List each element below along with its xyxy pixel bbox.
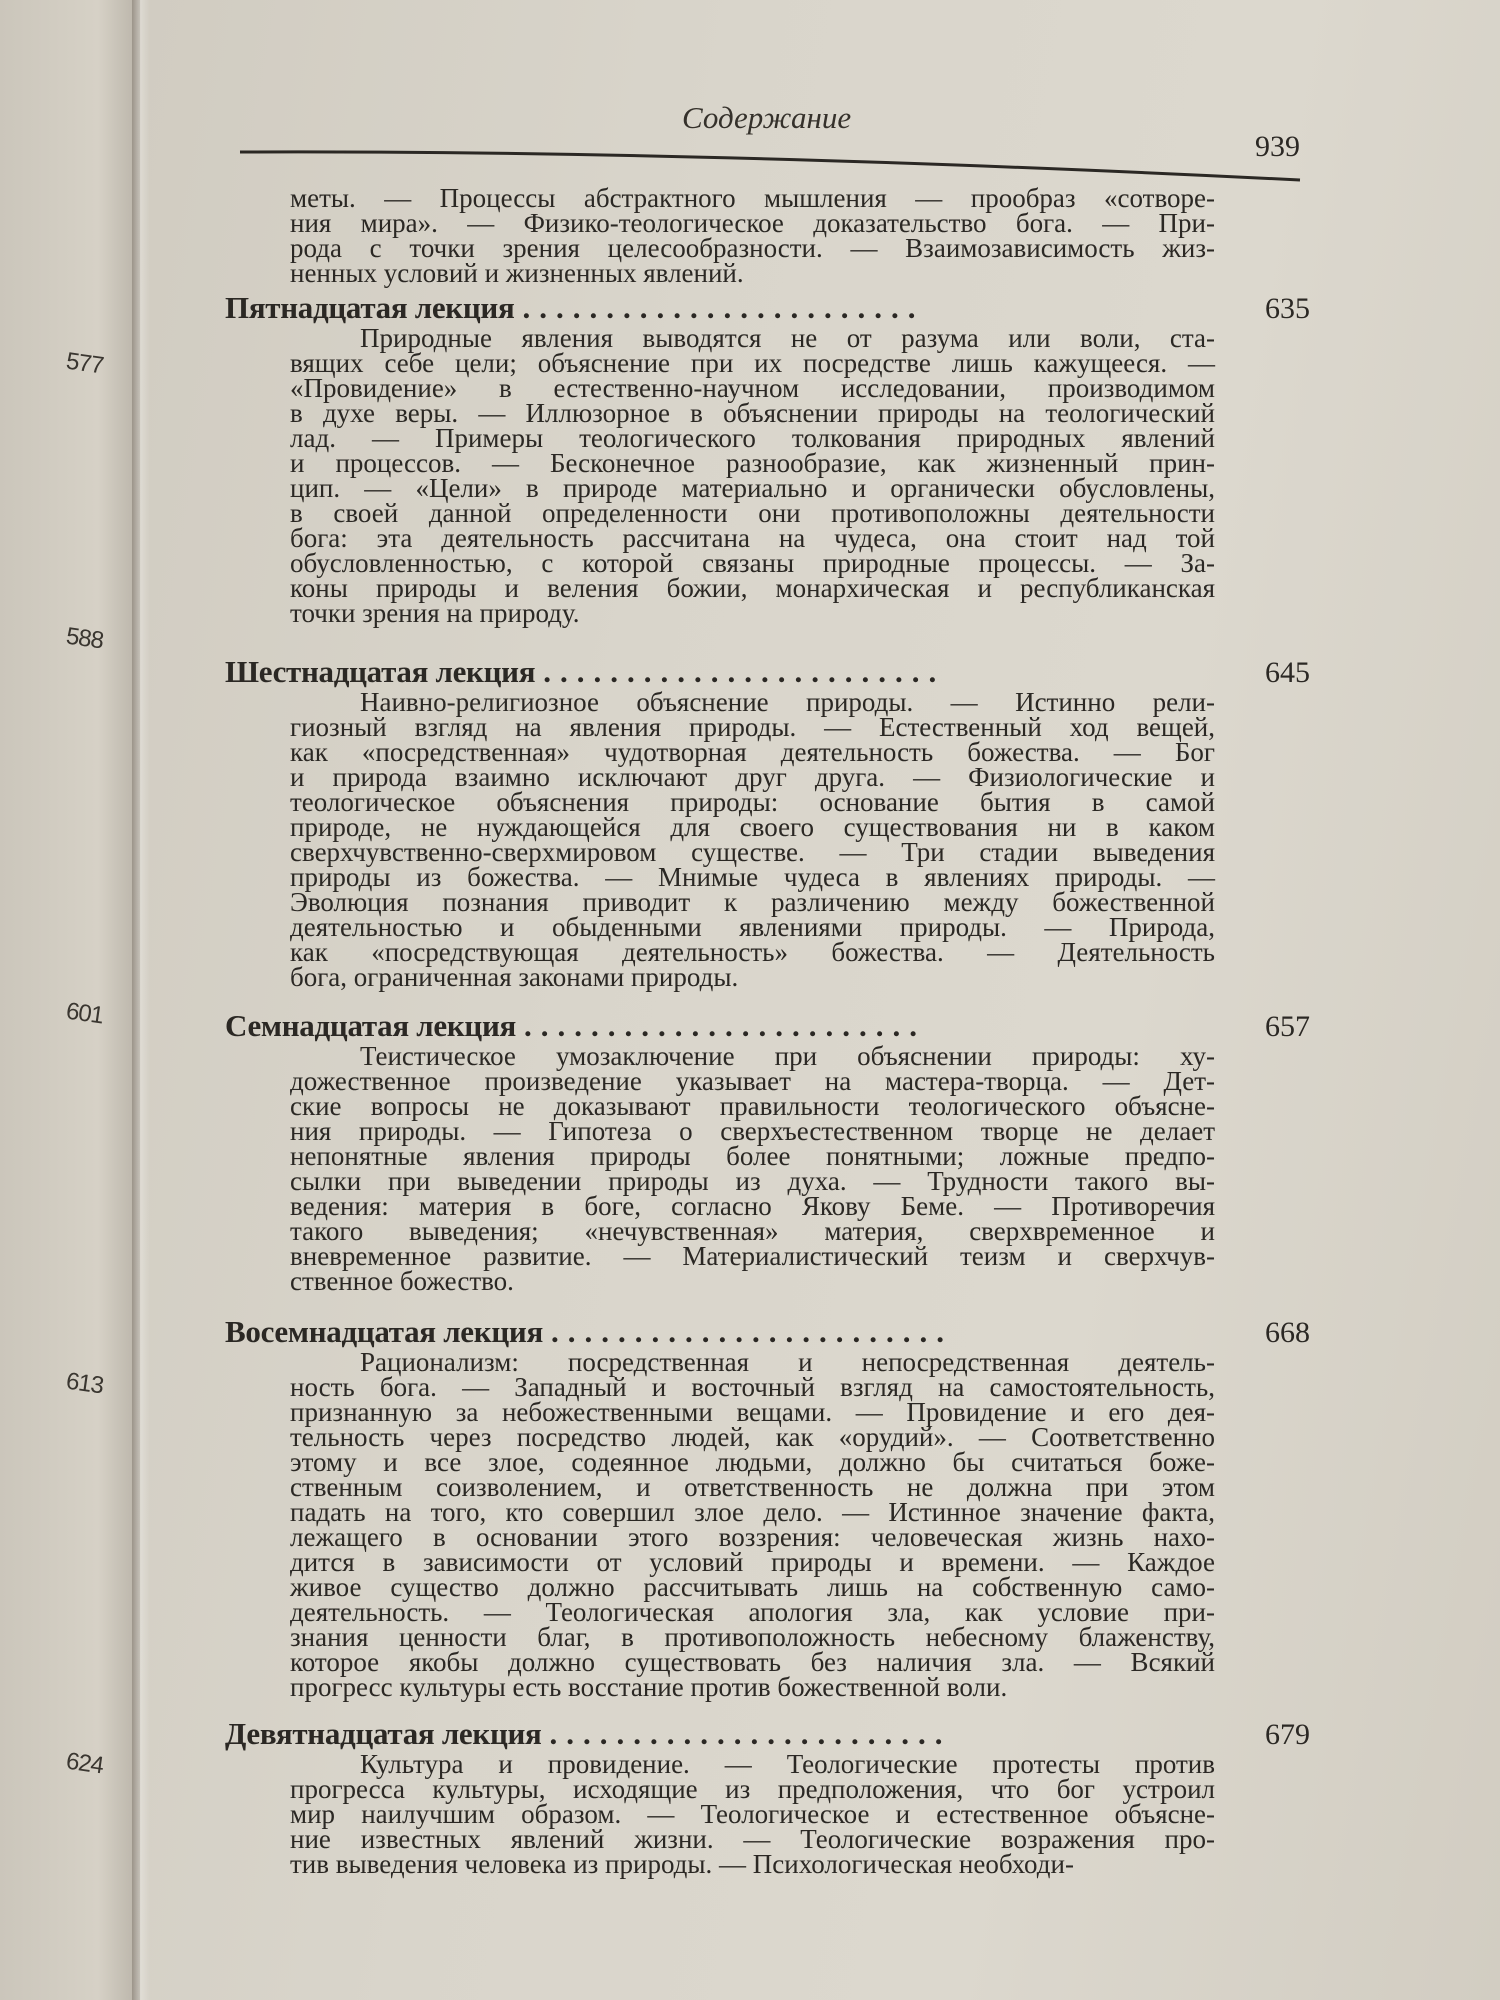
summary-line: ния природы. — Гипотеза о сверхъестественном творце не делает [290,1116,1215,1146]
lecture-title: Шестнадцатая лекция [225,654,536,689]
summary-line: которое якобы должно существовать без наличия зла. — Всякий [290,1647,1215,1677]
summary-line: тельность через посредство людей, как «орудий». — Соответственно [290,1422,1215,1452]
summary-line: меты. — Процессы абстрактного мышления — прообраз «сотворе- [290,183,1215,213]
summary-line: коны природы и веления божии, монархическая и республиканская [290,573,1215,603]
summary-line: такого выведения; «нечувственная» материя, сверхвременное и [290,1216,1215,1246]
dot-leader: ........................ [523,1008,926,1043]
summary-line: Культура и провидение. — Теологические протесты против [360,1749,1215,1779]
toc-page-number: 645 [1265,656,1310,689]
lecture-title: Девятнадцатая лекция [225,1716,542,1751]
summary-line: и природа взаимно исключают друг друга. — Физиологические и [290,762,1215,792]
summary-line: «Провидение» в естественно-научном исследовании, производимом [290,373,1215,403]
header-rule [0,0,1500,200]
summary-line: признанную за небожественными вещами. — Провидение и его дея- [290,1397,1215,1427]
toc-page-number: 657 [1265,1010,1310,1043]
summary-line: сверхчувственно-сверхмировом существе. — Три стадии выведения [290,837,1215,867]
lecture-title: Семнадцатая лекция [225,1008,516,1043]
book-spine-shadow [132,0,150,2000]
toc-entry [225,654,1310,990]
summary-line: Наивно-религиозное объяснение природы. — Истинно рели- [360,687,1215,717]
summary-line: ские вопросы не доказывают правильности теологического объясне- [290,1091,1215,1121]
summary-line: рода с точки зрения целесообразности. — Взаимозависимость жиз- [290,233,1215,263]
left-page-number: 624 [64,1747,105,1780]
summary-line: сылки при выведении природы из духа. — Трудности такого вы- [290,1166,1215,1196]
summary-line: ние известных явлений жизни. — Теологические возражения про- [290,1824,1215,1854]
continued-summary [290,183,1215,288]
left-page-number: 577 [64,347,105,380]
summary-line: дожественное произведение указывает на мастера-творца. — Дет- [290,1066,1215,1096]
lecture-title: Восемнадцатая лекция [225,1314,543,1349]
summary-line: Природные явления выводятся не от разума или воли, ста- [360,323,1215,353]
toc-entry [225,1716,1310,1877]
summary-line: бога, ограниченная законами природы. [290,962,739,992]
summary-line: этому и все злое, содеянное людьми, должно бы считаться боже- [290,1447,1215,1477]
summary-line: деятельностью и обыденными явлениями природы. — Природа, [290,912,1215,942]
summary-line: ность бога. — Западный и восточный взгляд на самостоятельность, [290,1372,1215,1402]
toc-heading-row[interactable] [225,654,1310,690]
summary-line: точки зрения на природу. [290,598,580,628]
summary-line: ведения: материя в боге, согласно Якову Беме. — Противоречия [290,1191,1215,1221]
toc-heading-row[interactable] [225,1314,1310,1350]
summary-line: прогресса культуры, исходящие из предположения, что бог устроил [290,1774,1215,1804]
toc-entry [225,1314,1310,1700]
summary-line: ния мира». — Физико-теологическое доказательство бога. — При- [290,208,1215,238]
left-page-number: 588 [64,622,105,655]
summary-line: и процессов. — Бесконечное разнообразие, как жизненный прин- [290,448,1215,478]
summary-line: природы из божества. — Мнимые чудеса в явлениях природы. — [290,862,1215,892]
summary-line: дится в зависимости от условий природы и времени. — Каждое [290,1547,1215,1577]
lecture-title: Пятнадцатая лекция [225,290,515,325]
summary-line: знания ценности благ, в противоположность небесному блаженству, [290,1622,1215,1652]
summary-line: ненных условий и жизненных явлений. [290,258,744,288]
summary-line: теологическое объяснения природы: основание бытия в самой [290,787,1215,817]
summary-line: ственное божество. [290,1266,514,1296]
summary-line: бога: эта деятельность рассчитана на чудеса, она стоит над той [290,523,1215,553]
summary-line: обусловленностью, с которой связаны природные процессы. — За- [290,548,1215,578]
summary-line: непонятные явления природы более понятными; ложные предпо- [290,1141,1215,1171]
left-page-number: 601 [64,997,105,1030]
summary-line: лежащего в основании этого воззрения: человеческая жизнь нахо- [290,1522,1215,1552]
toc-heading-row[interactable] [225,1716,1310,1752]
lecture-summary [290,1347,1215,1702]
summary-line: гиозный взгляд на явления природы. — Естественный ход вещей, [290,712,1215,742]
summary-line: живое существо должно рассчитывать лишь на собственную само- [290,1572,1215,1602]
summary-line: как «посредствующая деятельность» божества. — Деятельность [290,937,1215,967]
summary-line: Эволюция познания приводит к различению между божественной [290,887,1215,917]
summary-line: вневременное развитие. — Материалистический теизм и сверхчув- [290,1241,1215,1271]
running-header-title: Содержание [682,100,852,135]
lecture-summary [290,687,1215,992]
toc-page-number: 635 [1265,292,1310,325]
summary-line: лад. — Примеры теологического толкования природных явлений [290,423,1215,453]
summary-line: деятельность. — Теологическая апология зла, как условие при- [290,1597,1215,1627]
lecture-summary [290,1749,1215,1879]
toc-heading-row[interactable] [225,290,1310,326]
summary-line: тив выведения человека из природы. — Психологическая необходи- [290,1849,1074,1879]
summary-line: в духе веры. — Иллюзорное в объяснении природы на теологический [290,398,1215,428]
left-page-number: 613 [64,1367,105,1400]
toc-heading-row[interactable] [225,1008,1310,1044]
summary-line: падать на того, кто совершил злое дело. — Истинное значение факта, [290,1497,1215,1527]
summary-line: природе, не нуждающейся для своего существования ни в каком [290,812,1215,842]
summary-line: как «посредственная» чудотворная деятельность божества. — Бог [290,737,1215,767]
summary-line: мир наилучшим образом. — Теологическое и естественное объясне- [290,1799,1215,1829]
summary-line: в своей данной определенности они противоположны деятельности [290,498,1215,528]
dot-leader: ........................ [543,654,946,689]
dot-leader: ........................ [549,1716,952,1751]
page-number: 939 [1255,130,1300,163]
summary-line: ственным соизволением, и ответственность не должна при этом [290,1472,1215,1502]
toc-entry [225,290,1310,626]
toc-page-number: 668 [1265,1316,1310,1349]
summary-line: вящих себе цели; объяснение при их посредстве лишь кажущееся. — [290,348,1215,378]
dot-leader: ........................ [550,1314,953,1349]
summary-line: цип. — «Цели» в природе материально и органически обусловлены, [290,473,1215,503]
lecture-summary [290,1041,1215,1296]
dot-leader: ........................ [522,290,925,325]
lecture-summary [290,323,1215,628]
toc-page-number: 679 [1265,1718,1310,1751]
toc-entry [225,1008,1310,1294]
summary-line: прогресс культуры есть восстание против божественной воли. [290,1672,1008,1702]
summary-line: Рационализм: посредственная и непосредственная деятель- [360,1347,1215,1377]
summary-line: Теистическое умозаключение при объяснении природы: ху- [360,1041,1215,1071]
